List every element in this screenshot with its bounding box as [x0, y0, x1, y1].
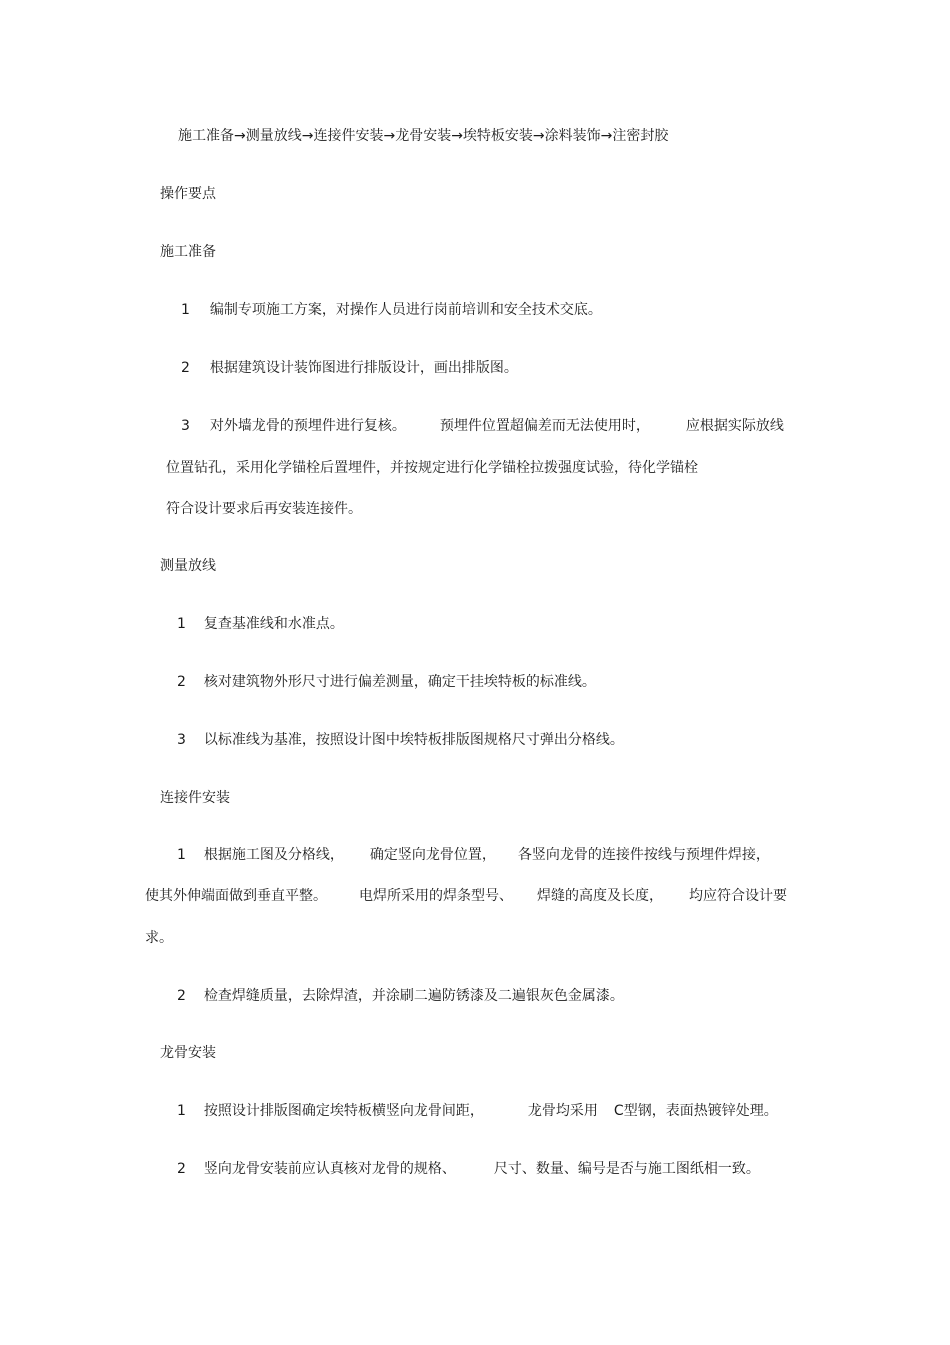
item-text: 确定竖向龙骨位置，	[369, 847, 496, 863]
item-text: 竖向龙骨安装前应认真核对龙骨的规格、	[203, 1161, 456, 1177]
item-text: 复查基准线和水准点。	[203, 616, 344, 632]
item-text: 按照设计排版图确定埃特板横竖向龙骨间距，	[203, 1103, 484, 1119]
item-number: 1	[177, 616, 186, 632]
list-item	[177, 731, 624, 749]
item-continuation: 符合设计要求后再安装连接件。	[166, 501, 362, 517]
item-text: 焊缝的高度及长度，	[537, 888, 663, 904]
list-item	[181, 359, 518, 377]
item-text: 尺寸、数量、编号是否与施工图纸相一致。	[493, 1161, 760, 1177]
list-item	[177, 673, 596, 691]
item-number: 2	[177, 1161, 186, 1177]
item-number: 3	[177, 732, 186, 748]
item-text: C型钢，表面热镀锌处理。	[613, 1103, 778, 1119]
item-text: 电焊所采用的焊条型号、	[359, 888, 513, 904]
item-text: 检查焊缝质量，去除焊渣，并涂刷二遍防锈漆及二遍银灰色金属漆。	[203, 988, 624, 1004]
item-text: 编制专项施工方案，对操作人员进行岗前培训和安全技术交底。	[209, 302, 602, 318]
list-item	[177, 846, 770, 864]
item-number: 2	[177, 674, 186, 690]
item-number: 3	[181, 418, 190, 434]
item-text: 龙骨均采用	[527, 1103, 598, 1119]
list-item	[181, 301, 602, 319]
item-number: 2	[177, 988, 186, 1004]
list-item	[177, 615, 344, 633]
section-title-keel: 龙骨安装	[160, 1045, 216, 1061]
item-text: 根据施工图及分格线，	[203, 847, 344, 863]
item-text: 以标准线为基准，按照设计图中埃特板排版图规格尺寸弹出分格线。	[203, 732, 624, 748]
item-text: 使其外伸端面做到垂直平整。	[145, 888, 327, 904]
item-number: 1	[181, 302, 190, 318]
item-text: 预埋件位置超偏差而无法使用时，	[439, 418, 650, 434]
item-continuation	[145, 887, 787, 905]
item-text: 各竖向龙骨的连接件按线与预埋件焊接，	[517, 847, 770, 863]
item-number: 1	[177, 1103, 186, 1119]
section-heading-operation: 操作要点	[160, 186, 216, 202]
section-title-survey: 测量放线	[160, 558, 216, 574]
list-item	[181, 417, 784, 435]
item-text: 根据建筑设计装饰图进行排版设计，画出排版图。	[209, 360, 518, 376]
item-number: 2	[181, 360, 190, 376]
process-flow: 施工准备→测量放线→连接件安装→龙骨安装→埃特板安装→涂料装饰→注密封胶	[178, 128, 669, 144]
item-continuation: 位置钻孔，采用化学锚栓后置埋件，并按规定进行化学锚栓拉拨强度试验，待化学锚栓	[166, 460, 698, 476]
section-title-prep: 施工准备	[160, 244, 216, 260]
item-continuation: 求。	[145, 930, 173, 946]
item-text: 对外墙龙骨的预埋件进行复核。	[209, 418, 406, 434]
section-title-connector: 连接件安装	[160, 790, 230, 806]
list-item	[177, 987, 624, 1005]
item-text: 均应符合设计要	[689, 888, 787, 904]
item-text: 应根据实际放线	[685, 418, 784, 434]
item-number: 1	[177, 847, 186, 863]
list-item	[177, 1102, 778, 1120]
list-item	[177, 1160, 760, 1178]
item-text: 核对建筑物外形尺寸进行偏差测量，确定干挂埃特板的标准线。	[203, 674, 596, 690]
